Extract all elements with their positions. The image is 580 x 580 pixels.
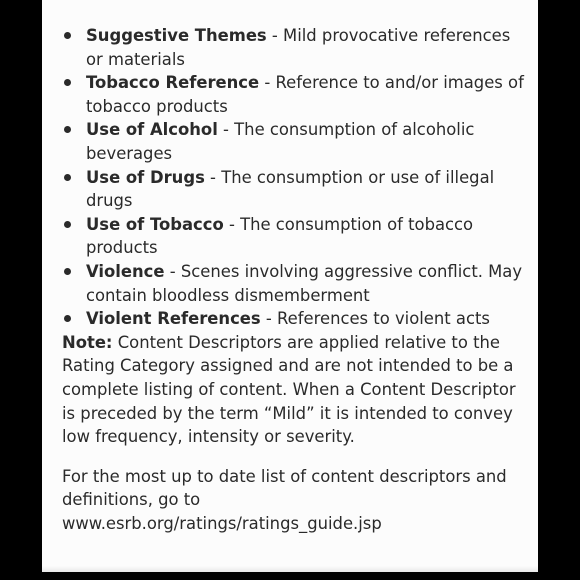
descriptor-term: Violent References bbox=[86, 309, 261, 329]
bullet-icon bbox=[64, 126, 71, 133]
descriptor-item: Use of Tobacco - The consumption of tobacco products bbox=[62, 213, 527, 260]
bullet-icon bbox=[64, 79, 71, 86]
descriptor-definition: The consumption of alcoholic beverages bbox=[86, 120, 475, 163]
descriptor-definition: Scenes involving aggressive conflict. May contain bloodless dismemberment bbox=[86, 261, 523, 305]
descriptor-definition: Reference to and/or images of tobacco products bbox=[86, 73, 524, 116]
descriptor-definition: The consumption of tobacco products bbox=[86, 214, 474, 258]
more-info-paragraph bbox=[62, 465, 527, 536]
descriptor-term: Use of Alcohol bbox=[86, 120, 218, 140]
descriptor-item: Violent References - References to violent acts bbox=[62, 307, 527, 331]
descriptor-term: Tobacco Reference bbox=[86, 73, 260, 93]
bullet-icon bbox=[64, 32, 71, 39]
descriptor-list bbox=[62, 24, 527, 331]
descriptor-term: Use of Tobacco bbox=[86, 214, 224, 234]
document-content bbox=[62, 24, 527, 535]
esrb-url-link[interactable]: www.esrb.org/ratings/ratings_guide.jsp bbox=[62, 513, 382, 533]
bullet-icon bbox=[64, 268, 71, 275]
descriptor-term: Suggestive Themes bbox=[86, 26, 267, 45]
page-bottom-edge bbox=[42, 566, 538, 572]
bullet-icon bbox=[64, 221, 71, 228]
more-info-text: For the most up to date list of content descriptors and definitions, go to bbox=[62, 466, 507, 510]
note-paragraph bbox=[62, 331, 527, 449]
descriptor-item: Use of Drugs - The consumption or use of illegal drugs bbox=[62, 166, 527, 213]
descriptor-definition: The consumption or use of illegal drugs bbox=[86, 167, 495, 211]
note-text: Content Descriptors are applied relative to the Rating Category assigned and are not intended to be a complete listing of content. When a Content Descriptor is preceded by the term “Mild” it is intended to convey low frequency, intensity or severity. bbox=[62, 332, 516, 447]
descriptor-item: Use of Alcohol - The consumption of alcoholic beverages bbox=[62, 118, 527, 165]
note-label: Note: bbox=[62, 332, 113, 352]
descriptor-item: Violence - Scenes involving aggressive conflict. May contain bloodless dismemberment bbox=[62, 260, 527, 307]
descriptor-term: Violence bbox=[86, 261, 165, 281]
bullet-icon bbox=[64, 174, 71, 181]
descriptor-definition: References to violent acts bbox=[277, 309, 490, 329]
descriptor-definition: Mild provocative references or materials bbox=[86, 26, 511, 69]
bullet-icon bbox=[64, 315, 71, 322]
descriptor-item: Suggestive Themes - Mild provocative references or materials bbox=[62, 24, 527, 71]
descriptor-item: Tobacco Reference - Reference to and/or images of tobacco products bbox=[62, 71, 527, 118]
descriptor-term: Use of Drugs bbox=[86, 167, 205, 187]
document-page bbox=[42, 0, 538, 572]
